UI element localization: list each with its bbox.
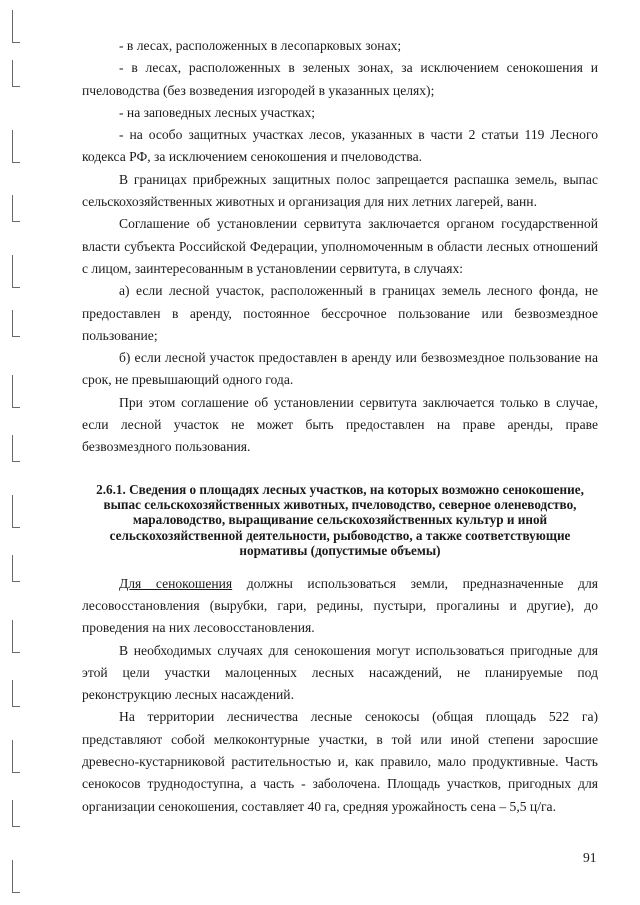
binding-mark	[12, 130, 20, 163]
section-heading: 2.6.1. Сведения о площадях лесных участков, на которых возможно сенокошение, выпас сельскохозяйственных животных, пчеловодство, северное оленеводство, мараловодство, выращивание сельскохозяйственных культур и иной сельскохозяйственной деятельности, рыбоводство, а также соответствующие нормативы (допустимые объемы)	[96, 481, 584, 559]
binding-mark	[12, 740, 20, 773]
list-item-parkland: - в лесах, расположенных в лесопарковых зонах;	[119, 38, 402, 53]
paragraph-haymaking	[82, 573, 598, 640]
binding-mark	[12, 60, 20, 87]
binding-mark	[12, 375, 20, 408]
paragraph-coastal-strips: В границах прибрежных защитных полос запрещается распашка земель, выпас сельскохозяйственных животных и организация для них летних лагерей, ванн.	[82, 171, 598, 210]
list-item-green-zones: - в лесах, расположенных в зеленых зонах, за исключением сенокошения и пчеловодства (без возведения изгородей в указанных целях);	[82, 60, 598, 98]
binding-mark	[12, 860, 20, 893]
paragraph-servitude-condition: При этом соглашение об установлении сервитута заключается только в случае, если лесной участок не может быть предоставлен на праве аренды, праве безвозмездного пользования.	[82, 394, 598, 455]
binding-mark	[12, 435, 20, 462]
binding-mark	[12, 620, 20, 653]
binding-mark	[12, 680, 20, 707]
list-item-protected-plots: - на особо защитных участках лесов, указанных в части 2 статьи 119 Лесного кодекса РФ, за исключением сенокошения и пчеловодства.	[82, 127, 598, 165]
binding-mark	[12, 10, 20, 43]
binding-mark	[12, 800, 20, 827]
binding-margin	[0, 0, 30, 905]
list-item-reserve-plots: - на заповедных лесных участках;	[119, 104, 316, 120]
page-number: 91	[583, 850, 597, 865]
list-item-case-a: а) если лесной участок, расположенный в границах земель лесного фонда, не предоставлен в аренду, постоянное бессрочное пользование или безвозмездное пользование;	[82, 283, 598, 343]
underlined-term: Для сенокошения	[119, 575, 233, 591]
paragraph-servitude: Соглашение об установлении сервитута заключается органом государственной власти субъекта Российской Федерации, уполномоченным в области лесных отношений с лицом, заинтересованным в установлении сервитута, в случаях:	[82, 216, 598, 276]
paragraph-necessary-cases: В необходимых случаях для сенокошения могут использоваться пригодные для этой цели участки малоценных лесных насаждений, не планируемые под реконструкцию лесных насаждений.	[82, 642, 598, 703]
binding-mark	[12, 195, 20, 222]
paragraph-forestry-territory: На территории лесничества лесные сенокосы (общая площадь 522 га) представляют собой мелкоконтурные участки, в той или иной степени заросшие древесно-кустарниковой растительностью и, как правило, мало продуктивные. Часть сенокосов труднодоступна, а часть - заболочена. Площадь участков, пригодных для организации сенокошения, составляет 40 га, средняя урожайность сена – 5,5 ц/га.	[82, 709, 598, 814]
binding-mark	[12, 555, 20, 582]
binding-mark	[12, 310, 20, 337]
binding-mark	[12, 255, 20, 288]
list-item-case-b: б) если лесной участок предоставлен в аренду или безвозмездное пользование на срок, не превышающий одного года.	[82, 350, 598, 388]
document-body	[82, 35, 598, 818]
binding-mark	[12, 495, 20, 528]
paragraph-haymaking-text: должны использоваться земли, предназначенные для лесовосстановления (вырубки, гари, редины, пустыри, прогалины и другие), до проведения на них лесовосстановления.	[82, 575, 598, 636]
